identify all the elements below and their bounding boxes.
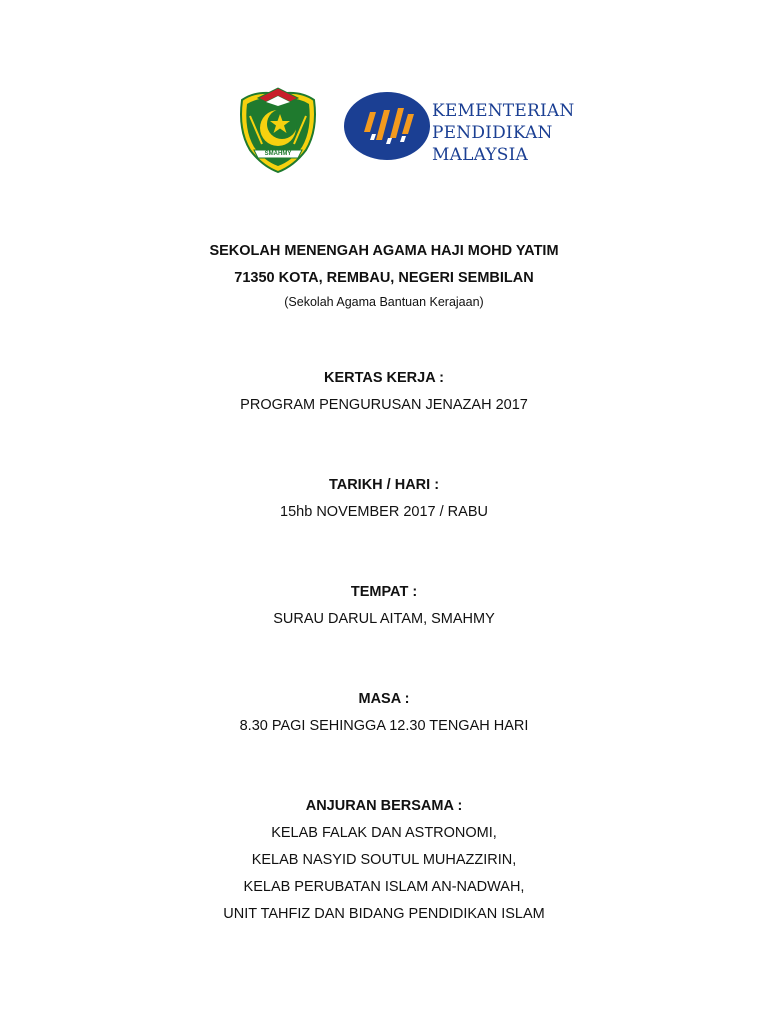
date-label: TARIKH / HARI : xyxy=(328,477,440,493)
school-crest-logo xyxy=(236,86,320,174)
ministry-logo xyxy=(342,90,432,162)
spacer xyxy=(0,633,768,686)
organizer-item: KELAB NASYID SOUTUL MUHAZZIRIN, xyxy=(251,852,517,868)
organizer-item: UNIT TAHFIZ DAN BIDANG PENDIDIKAN ISLAM xyxy=(223,906,545,922)
spacer xyxy=(0,526,768,579)
spacer xyxy=(0,419,768,472)
ministry-text-line: KEMENTERIAN xyxy=(432,101,575,121)
organizer-item: KELAB FALAK DAN ASTRONOMI, xyxy=(271,825,497,841)
venue-value: SURAU DARUL AITAM, SMAHMY xyxy=(273,611,495,627)
ministry-text-line: MALAYSIA xyxy=(432,145,529,165)
organizers-label: ANJURAN BERSAMA : xyxy=(305,798,463,814)
school-address: 71350 KOTA, REMBAU, NEGERI SEMBILAN xyxy=(234,270,534,286)
ministry-logo-text xyxy=(432,100,592,166)
school-crest-caption: SMAHMY xyxy=(264,151,292,157)
school-type: (Sekolah Agama Bantuan Kerajaan) xyxy=(284,295,484,309)
organizer-item: KELAB PERUBATAN ISLAM AN-NADWAH, xyxy=(243,879,525,895)
school-name: SEKOLAH MENENGAH AGAMA HAJI MOHD YATIM xyxy=(209,243,559,259)
paper-label: KERTAS KERJA : xyxy=(323,370,445,386)
paper-title: PROGRAM PENGURUSAN JENAZAH 2017 xyxy=(240,397,528,413)
spacer xyxy=(0,312,768,365)
time-value: 8.30 PAGI SEHINGGA 12.30 TENGAH HARI xyxy=(239,718,529,734)
time-label: MASA : xyxy=(358,691,410,707)
ministry-text-line: PENDIDIKAN xyxy=(432,123,553,143)
date-value: 15hb NOVEMBER 2017 / RABU xyxy=(280,504,488,520)
document-body xyxy=(0,238,768,928)
logo-row xyxy=(0,86,768,176)
venue-label: TEMPAT : xyxy=(350,584,418,600)
spacer xyxy=(0,740,768,793)
